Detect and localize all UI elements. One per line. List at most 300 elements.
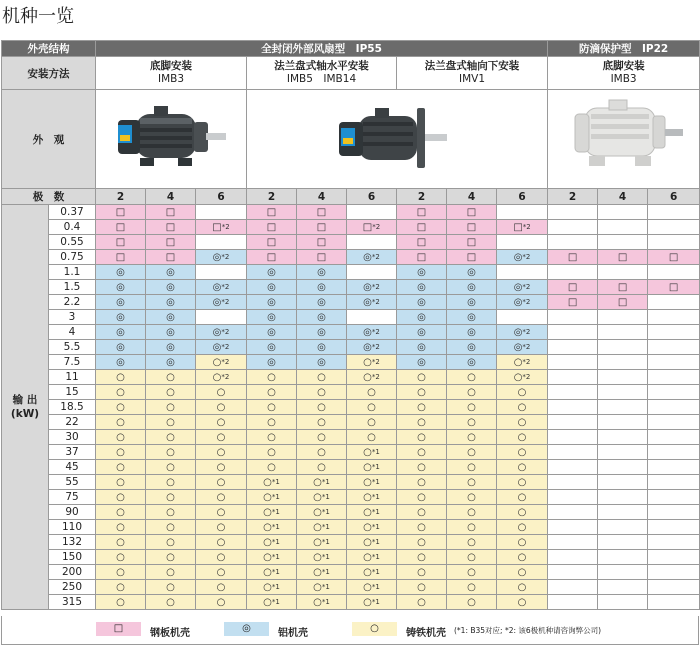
empty-cell bbox=[598, 310, 648, 325]
empty-cell bbox=[497, 265, 548, 280]
legend-aluminum-label: 铝机壳 bbox=[278, 628, 308, 639]
empty-cell bbox=[598, 535, 648, 550]
output-kw: 7.5 bbox=[49, 355, 96, 370]
cast-iron-frame-cell: ○ bbox=[96, 520, 146, 535]
cast-iron-frame-cell: ○ bbox=[497, 505, 548, 520]
empty-cell bbox=[548, 235, 598, 250]
empty-cell bbox=[497, 235, 548, 250]
footnote-mark: *1 bbox=[321, 538, 330, 546]
pole-cell: 4 bbox=[146, 189, 196, 205]
legend-aluminum-swatch: ◎ bbox=[224, 622, 269, 636]
empty-cell bbox=[548, 400, 598, 415]
aluminum-frame-cell: ◎*2 bbox=[196, 250, 247, 265]
cast-iron-frame-cell: ○ bbox=[447, 460, 497, 475]
empty-cell bbox=[598, 550, 648, 565]
cast-iron-frame-cell: ○ bbox=[397, 490, 447, 505]
cast-iron-frame-cell: ○ bbox=[397, 505, 447, 520]
footnote-mark: *1 bbox=[271, 553, 280, 561]
cast-iron-frame-cell: ○ bbox=[297, 370, 347, 385]
output-row bbox=[2, 580, 700, 595]
closed-type-label: 全封闭外部风扇型 IP55 bbox=[96, 41, 548, 57]
empty-cell bbox=[648, 265, 700, 280]
empty-cell bbox=[548, 505, 598, 520]
cast-iron-frame-cell: ○*1 bbox=[347, 550, 397, 565]
motor-foot-mount-image bbox=[96, 90, 247, 189]
empty-cell bbox=[648, 370, 700, 385]
footnote-mark: *2 bbox=[371, 328, 380, 336]
aluminum-frame-cell: ◎*2 bbox=[497, 295, 548, 310]
aluminum-frame-cell: ◎ bbox=[397, 280, 447, 295]
empty-cell bbox=[648, 550, 700, 565]
mount-label: 安装方法 bbox=[2, 57, 96, 90]
steel-frame-cell: □ bbox=[297, 250, 347, 265]
cast-iron-frame-cell: ○ bbox=[146, 550, 196, 565]
aluminum-frame-cell: ◎ bbox=[146, 340, 196, 355]
mount-foot: 底脚安装 IMB3 bbox=[96, 57, 247, 90]
output-row bbox=[2, 460, 700, 475]
cast-iron-frame-cell: ○ bbox=[247, 415, 297, 430]
footnote-mark: *1 bbox=[371, 463, 380, 471]
cast-iron-frame-cell: ○ bbox=[397, 580, 447, 595]
empty-cell bbox=[347, 310, 397, 325]
pole-cell: 2 bbox=[397, 189, 447, 205]
output-row bbox=[2, 490, 700, 505]
footnote-mark: *1 bbox=[371, 448, 380, 456]
cast-iron-frame-cell: ○ bbox=[497, 490, 548, 505]
footnote-mark: *2 bbox=[522, 343, 531, 351]
output-kw: 0.75 bbox=[49, 250, 96, 265]
cast-iron-frame-cell: ○ bbox=[196, 550, 247, 565]
aluminum-frame-cell: ◎ bbox=[247, 310, 297, 325]
motor-flange-mount-image bbox=[247, 90, 548, 189]
cast-iron-frame-cell: ○ bbox=[146, 565, 196, 580]
output-row bbox=[2, 340, 700, 355]
steel-frame-cell: □ bbox=[297, 205, 347, 220]
cast-iron-frame-cell: ○ bbox=[497, 550, 548, 565]
legend bbox=[1, 616, 699, 645]
cast-iron-frame-cell: ○ bbox=[196, 520, 247, 535]
aluminum-frame-cell: ◎*2 bbox=[497, 250, 548, 265]
empty-cell bbox=[648, 310, 700, 325]
steel-frame-cell: □ bbox=[447, 220, 497, 235]
aluminum-frame-cell: ◎ bbox=[447, 340, 497, 355]
aluminum-frame-cell: ◎ bbox=[247, 340, 297, 355]
empty-cell bbox=[648, 520, 700, 535]
output-row bbox=[2, 235, 700, 250]
aluminum-frame-cell: ◎*2 bbox=[347, 250, 397, 265]
output-row bbox=[2, 385, 700, 400]
pole-label: 极 数 bbox=[2, 189, 96, 205]
aluminum-frame-cell: ◎ bbox=[247, 265, 297, 280]
cast-iron-frame-cell: ○*1 bbox=[347, 460, 397, 475]
cast-iron-frame-cell: ○*1 bbox=[297, 475, 347, 490]
aluminum-frame-cell: ◎ bbox=[247, 355, 297, 370]
output-kw: 1.1 bbox=[49, 265, 96, 280]
cast-iron-frame-cell: ○ bbox=[347, 415, 397, 430]
cast-iron-frame-cell: ○*1 bbox=[297, 595, 347, 610]
empty-cell bbox=[598, 235, 648, 250]
output-kw: 0.55 bbox=[49, 235, 96, 250]
aluminum-frame-cell: ◎ bbox=[96, 295, 146, 310]
cast-iron-frame-cell: ○ bbox=[146, 385, 196, 400]
cast-iron-frame-cell: ○ bbox=[297, 400, 347, 415]
empty-cell bbox=[598, 385, 648, 400]
pole-cell: 6 bbox=[648, 189, 700, 205]
cast-iron-frame-cell: ○ bbox=[96, 595, 146, 610]
pole-cell: 2 bbox=[96, 189, 146, 205]
output-row bbox=[2, 430, 700, 445]
aluminum-frame-cell: ◎ bbox=[96, 355, 146, 370]
steel-frame-cell: □ bbox=[96, 220, 146, 235]
cast-iron-frame-cell: ○ bbox=[297, 460, 347, 475]
empty-cell bbox=[598, 430, 648, 445]
steel-frame-cell: □ bbox=[598, 280, 648, 295]
output-kw: 315 bbox=[49, 595, 96, 610]
steel-frame-cell: □ bbox=[397, 250, 447, 265]
cast-iron-frame-cell: ○ bbox=[397, 595, 447, 610]
footnote-mark: *1 bbox=[321, 493, 330, 501]
footnote-mark: *2 bbox=[221, 253, 230, 261]
cast-iron-frame-cell: ○ bbox=[497, 520, 548, 535]
cast-iron-frame-cell: ○*2 bbox=[347, 355, 397, 370]
aluminum-frame-cell: ◎*2 bbox=[196, 340, 247, 355]
cast-iron-frame-cell: ○ bbox=[497, 415, 548, 430]
aluminum-frame-cell: ◎ bbox=[247, 280, 297, 295]
aluminum-frame-cell: ◎*2 bbox=[497, 325, 548, 340]
output-kw: 11 bbox=[49, 370, 96, 385]
cast-iron-frame-cell: ○ bbox=[297, 385, 347, 400]
empty-cell bbox=[548, 205, 598, 220]
cast-iron-frame-cell: ○ bbox=[196, 445, 247, 460]
steel-frame-cell: □ bbox=[397, 220, 447, 235]
empty-cell bbox=[648, 355, 700, 370]
footnote-mark: *1 bbox=[371, 493, 380, 501]
output-row bbox=[2, 535, 700, 550]
aluminum-frame-cell: ◎ bbox=[297, 355, 347, 370]
cast-iron-frame-cell: ○ bbox=[447, 430, 497, 445]
cast-iron-frame-cell: ○ bbox=[196, 460, 247, 475]
aluminum-frame-cell: ◎ bbox=[397, 325, 447, 340]
cast-iron-frame-cell: ○ bbox=[196, 565, 247, 580]
cast-iron-frame-cell: ○*1 bbox=[297, 550, 347, 565]
footnote-mark: *1 bbox=[321, 478, 330, 486]
output-kw: 45 bbox=[49, 460, 96, 475]
empty-cell bbox=[598, 475, 648, 490]
cast-iron-frame-cell: ○*1 bbox=[247, 565, 297, 580]
cast-iron-frame-cell: ○ bbox=[247, 445, 297, 460]
legend-iron-swatch: ○ bbox=[352, 622, 397, 636]
footnote-mark: *1 bbox=[321, 508, 330, 516]
footnote-mark: *1 bbox=[371, 538, 380, 546]
footnote-mark: *2 bbox=[522, 298, 531, 306]
cast-iron-frame-cell: ○ bbox=[96, 580, 146, 595]
aluminum-frame-cell: ◎ bbox=[447, 295, 497, 310]
footnote-mark: *1 bbox=[321, 523, 330, 531]
footnote-mark: *1 bbox=[271, 478, 280, 486]
steel-frame-cell: □ bbox=[397, 235, 447, 250]
cast-iron-frame-cell: ○ bbox=[196, 415, 247, 430]
footnote-mark: *2 bbox=[221, 358, 230, 366]
cast-iron-frame-cell: ○ bbox=[146, 580, 196, 595]
cast-iron-frame-cell: ○*2 bbox=[497, 355, 548, 370]
cast-iron-frame-cell: ○ bbox=[497, 460, 548, 475]
cast-iron-frame-cell: ○ bbox=[447, 400, 497, 415]
cast-iron-frame-cell: ○*2 bbox=[196, 355, 247, 370]
aluminum-frame-cell: ◎ bbox=[447, 310, 497, 325]
cast-iron-frame-cell: ○*1 bbox=[297, 505, 347, 520]
cast-iron-frame-cell: ○ bbox=[447, 565, 497, 580]
steel-frame-cell: □ bbox=[247, 220, 297, 235]
output-row bbox=[2, 415, 700, 430]
output-row bbox=[2, 520, 700, 535]
footnote-mark: *2 bbox=[522, 373, 531, 381]
appearance-label: 外 观 bbox=[2, 90, 96, 189]
cast-iron-frame-cell: ○ bbox=[96, 445, 146, 460]
steel-frame-cell: □ bbox=[548, 280, 598, 295]
cast-iron-frame-cell: ○ bbox=[447, 475, 497, 490]
cast-iron-frame-cell: ○*1 bbox=[347, 520, 397, 535]
footnote-mark: *1 bbox=[271, 523, 280, 531]
output-row bbox=[2, 475, 700, 490]
cast-iron-frame-cell: ○ bbox=[497, 595, 548, 610]
cast-iron-frame-cell: ○ bbox=[397, 460, 447, 475]
footnote-mark: *1 bbox=[271, 538, 280, 546]
cast-iron-frame-cell: ○ bbox=[447, 580, 497, 595]
footnote-mark: *2 bbox=[221, 223, 230, 231]
output-kw: 110 bbox=[49, 520, 96, 535]
cast-iron-frame-cell: ○ bbox=[397, 550, 447, 565]
cast-iron-frame-cell: ○ bbox=[146, 430, 196, 445]
steel-frame-cell: □ bbox=[297, 235, 347, 250]
aluminum-frame-cell: ◎ bbox=[146, 265, 196, 280]
empty-cell bbox=[648, 340, 700, 355]
footnote-mark: *1 bbox=[321, 583, 330, 591]
empty-cell bbox=[548, 595, 598, 610]
empty-cell bbox=[648, 205, 700, 220]
output-kw: 5.5 bbox=[49, 340, 96, 355]
mount-foot-drip: 底脚安装 IMB3 bbox=[548, 57, 700, 90]
cast-iron-frame-cell: ○ bbox=[146, 595, 196, 610]
cast-iron-frame-cell: ○ bbox=[96, 415, 146, 430]
pole-cell: 6 bbox=[196, 189, 247, 205]
output-kw: 37 bbox=[49, 445, 96, 460]
steel-frame-cell: □ bbox=[447, 250, 497, 265]
cast-iron-frame-cell: ○*1 bbox=[347, 505, 397, 520]
empty-cell bbox=[548, 445, 598, 460]
steel-frame-cell: □ bbox=[447, 205, 497, 220]
steel-frame-cell: □ bbox=[548, 250, 598, 265]
output-row bbox=[2, 595, 700, 610]
cast-iron-frame-cell: ○ bbox=[146, 415, 196, 430]
output-row bbox=[2, 445, 700, 460]
cast-iron-frame-cell: ○*1 bbox=[247, 580, 297, 595]
empty-cell bbox=[548, 370, 598, 385]
steel-frame-cell: □ bbox=[146, 205, 196, 220]
cast-iron-frame-cell: ○ bbox=[96, 430, 146, 445]
footnote-mark: *1 bbox=[371, 478, 380, 486]
empty-cell bbox=[548, 310, 598, 325]
empty-cell bbox=[196, 265, 247, 280]
output-kw: 2.2 bbox=[49, 295, 96, 310]
cast-iron-frame-cell: ○*1 bbox=[247, 520, 297, 535]
output-row bbox=[2, 400, 700, 415]
empty-cell bbox=[598, 220, 648, 235]
cast-iron-frame-cell: ○ bbox=[96, 400, 146, 415]
aluminum-frame-cell: ◎*2 bbox=[347, 295, 397, 310]
cast-iron-frame-cell: ○ bbox=[196, 580, 247, 595]
aluminum-frame-cell: ◎ bbox=[96, 310, 146, 325]
output-row bbox=[2, 370, 700, 385]
empty-cell bbox=[648, 535, 700, 550]
cast-iron-frame-cell: ○*2 bbox=[196, 370, 247, 385]
steel-frame-cell: □ bbox=[247, 250, 297, 265]
cast-iron-frame-cell: ○ bbox=[196, 505, 247, 520]
output-kw: 22 bbox=[49, 415, 96, 430]
cast-iron-frame-cell: ○ bbox=[397, 565, 447, 580]
cast-iron-frame-cell: ○ bbox=[297, 415, 347, 430]
cast-iron-frame-cell: ○ bbox=[397, 475, 447, 490]
aluminum-frame-cell: ◎ bbox=[247, 325, 297, 340]
steel-frame-cell: □ bbox=[648, 250, 700, 265]
cast-iron-frame-cell: ○ bbox=[497, 535, 548, 550]
aluminum-frame-cell: ◎ bbox=[146, 295, 196, 310]
footnote-mark: *1 bbox=[271, 583, 280, 591]
steel-frame-cell: □ bbox=[297, 220, 347, 235]
empty-cell bbox=[598, 580, 648, 595]
structure-label: 外壳结构 bbox=[2, 41, 96, 57]
empty-cell bbox=[648, 595, 700, 610]
steel-frame-cell: □ bbox=[247, 235, 297, 250]
empty-cell bbox=[196, 205, 247, 220]
footnote-mark: *1 bbox=[371, 508, 380, 516]
pole-cell: 4 bbox=[598, 189, 648, 205]
footnote-mark: *2 bbox=[221, 373, 230, 381]
aluminum-frame-cell: ◎ bbox=[447, 325, 497, 340]
empty-cell bbox=[648, 445, 700, 460]
cast-iron-frame-cell: ○ bbox=[497, 565, 548, 580]
output-row bbox=[2, 280, 700, 295]
footnote-mark: *1 bbox=[321, 568, 330, 576]
cast-iron-frame-cell: ○ bbox=[447, 520, 497, 535]
footnote-mark: *2 bbox=[522, 328, 531, 336]
empty-cell bbox=[548, 535, 598, 550]
footnote-mark: *1 bbox=[371, 523, 380, 531]
empty-cell bbox=[548, 220, 598, 235]
aluminum-frame-cell: ◎ bbox=[447, 280, 497, 295]
cast-iron-frame-cell: ○ bbox=[146, 445, 196, 460]
output-kw: 15 bbox=[49, 385, 96, 400]
empty-cell bbox=[548, 460, 598, 475]
aluminum-frame-cell: ◎ bbox=[297, 310, 347, 325]
cast-iron-frame-cell: ○*1 bbox=[247, 595, 297, 610]
empty-cell bbox=[598, 325, 648, 340]
cast-iron-frame-cell: ○ bbox=[247, 430, 297, 445]
footnote-mark: *2 bbox=[221, 328, 230, 336]
footnote-mark: *2 bbox=[522, 223, 531, 231]
cast-iron-frame-cell: ○ bbox=[146, 490, 196, 505]
aluminum-frame-cell: ◎ bbox=[397, 310, 447, 325]
output-kw: 90 bbox=[49, 505, 96, 520]
empty-cell bbox=[548, 565, 598, 580]
aluminum-frame-cell: ◎ bbox=[146, 355, 196, 370]
cast-iron-frame-cell: ○ bbox=[347, 400, 397, 415]
footnote-mark: *2 bbox=[221, 283, 230, 291]
cast-iron-frame-cell: ○ bbox=[96, 370, 146, 385]
cast-iron-frame-cell: ○ bbox=[96, 475, 146, 490]
aluminum-frame-cell: ◎ bbox=[447, 265, 497, 280]
empty-cell bbox=[347, 235, 397, 250]
empty-cell bbox=[648, 400, 700, 415]
output-row bbox=[2, 295, 700, 310]
footnote-mark: *2 bbox=[522, 283, 531, 291]
aluminum-frame-cell: ◎*2 bbox=[347, 340, 397, 355]
output-row bbox=[2, 565, 700, 580]
output-kw: 200 bbox=[49, 565, 96, 580]
aluminum-frame-cell: ◎ bbox=[146, 310, 196, 325]
empty-cell bbox=[347, 205, 397, 220]
output-row bbox=[2, 220, 700, 235]
aluminum-frame-cell: ◎ bbox=[397, 355, 447, 370]
aluminum-frame-cell: ◎ bbox=[297, 295, 347, 310]
cast-iron-frame-cell: ○ bbox=[247, 370, 297, 385]
cast-iron-frame-cell: ○ bbox=[146, 520, 196, 535]
footnote-mark: *1 bbox=[321, 553, 330, 561]
cast-iron-frame-cell: ○ bbox=[96, 565, 146, 580]
pole-cell: 6 bbox=[497, 189, 548, 205]
empty-cell bbox=[648, 580, 700, 595]
cast-iron-frame-cell: ○ bbox=[447, 595, 497, 610]
aluminum-frame-cell: ◎ bbox=[146, 280, 196, 295]
empty-cell bbox=[598, 460, 648, 475]
empty-cell bbox=[648, 325, 700, 340]
steel-frame-cell: □ bbox=[146, 220, 196, 235]
cast-iron-frame-cell: ○ bbox=[146, 535, 196, 550]
empty-cell bbox=[598, 400, 648, 415]
aluminum-frame-cell: ◎ bbox=[397, 265, 447, 280]
output-row bbox=[2, 205, 700, 220]
aluminum-frame-cell: ◎*2 bbox=[196, 325, 247, 340]
empty-cell bbox=[598, 370, 648, 385]
aluminum-frame-cell: ◎ bbox=[397, 295, 447, 310]
cast-iron-frame-cell: ○*1 bbox=[297, 520, 347, 535]
footnote-mark: *1 bbox=[271, 568, 280, 576]
empty-cell bbox=[548, 340, 598, 355]
cast-iron-frame-cell: ○ bbox=[347, 385, 397, 400]
motor-type-table bbox=[1, 40, 700, 610]
empty-cell bbox=[648, 415, 700, 430]
steel-frame-cell: □ bbox=[146, 235, 196, 250]
footnote-mark: *1 bbox=[321, 598, 330, 606]
footnote-mark: *2 bbox=[221, 298, 230, 306]
cast-iron-frame-cell: ○ bbox=[297, 430, 347, 445]
cast-iron-frame-cell: ○ bbox=[196, 400, 247, 415]
output-kw: 150 bbox=[49, 550, 96, 565]
cast-iron-frame-cell: ○ bbox=[96, 535, 146, 550]
footnote-mark: *1 bbox=[271, 508, 280, 516]
output-kw: 3 bbox=[49, 310, 96, 325]
cast-iron-frame-cell: ○*2 bbox=[497, 370, 548, 385]
cast-iron-frame-cell: ○ bbox=[146, 505, 196, 520]
empty-cell bbox=[598, 565, 648, 580]
empty-cell bbox=[548, 490, 598, 505]
cast-iron-frame-cell: ○ bbox=[497, 580, 548, 595]
footnote-mark: *2 bbox=[371, 358, 380, 366]
aluminum-frame-cell: ◎*2 bbox=[196, 295, 247, 310]
cast-iron-frame-cell: ○ bbox=[196, 475, 247, 490]
aluminum-frame-cell: ◎ bbox=[96, 325, 146, 340]
pole-cell: 4 bbox=[447, 189, 497, 205]
output-row bbox=[2, 325, 700, 340]
